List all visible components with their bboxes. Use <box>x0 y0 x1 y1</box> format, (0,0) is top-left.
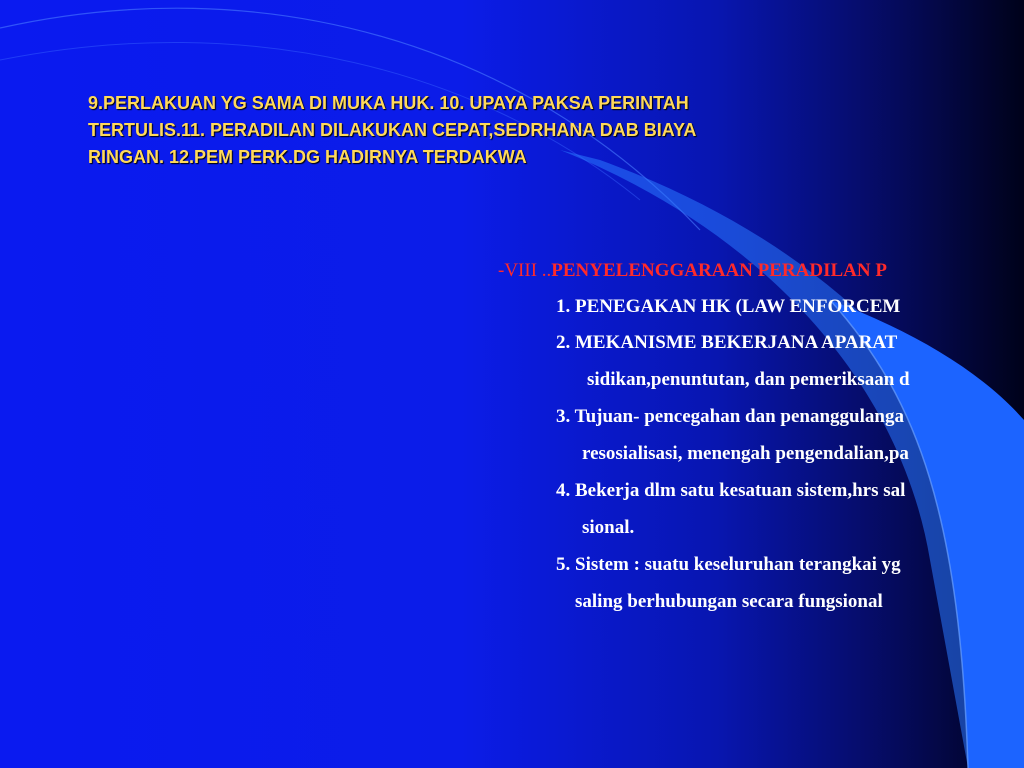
body-line-7: sional. <box>582 517 635 538</box>
body-line-4: 3. Tujuan- pencegahan dan penanggulanga <box>556 406 904 427</box>
title-line-3: RINGAN. 12.PEM PERK.DG HADIRNYA TERDAKWA <box>88 147 527 167</box>
section-heading-text: PENYELENGGARAAN PERADILAN P <box>551 260 887 281</box>
body-line-1: 1. PENEGAKAN HK (LAW ENFORCEM <box>556 296 901 317</box>
section-heading-prefix: -VIII .. <box>498 260 552 281</box>
section-heading <box>498 260 887 282</box>
body-line-6: 4. Bekerja dlm satu kesatuan sistem,hrs sal <box>556 480 906 501</box>
body-line-5: resosialisasi, menengah pengendalian,pa <box>582 443 909 464</box>
body-line-2: 2. MEKANISME BEKERJANA APARAT <box>556 332 898 353</box>
body-line-8: 5. Sistem : suatu keseluruhan terangkai yg <box>556 554 901 575</box>
body-line-3: sidikan,penuntutan, dan pemeriksaan d <box>587 369 910 390</box>
title-line-2: TERTULIS.11. PERADILAN DILAKUKAN CEPAT,SEDRHANA DAB BIAYA <box>88 120 697 140</box>
title-line-1: 9.PERLAKUAN YG SAMA DI MUKA HUK. 10. UPAYA PAKSA PERINTAH <box>88 93 689 113</box>
body-line-9: saling berhubungan secara fungsional <box>575 591 883 612</box>
